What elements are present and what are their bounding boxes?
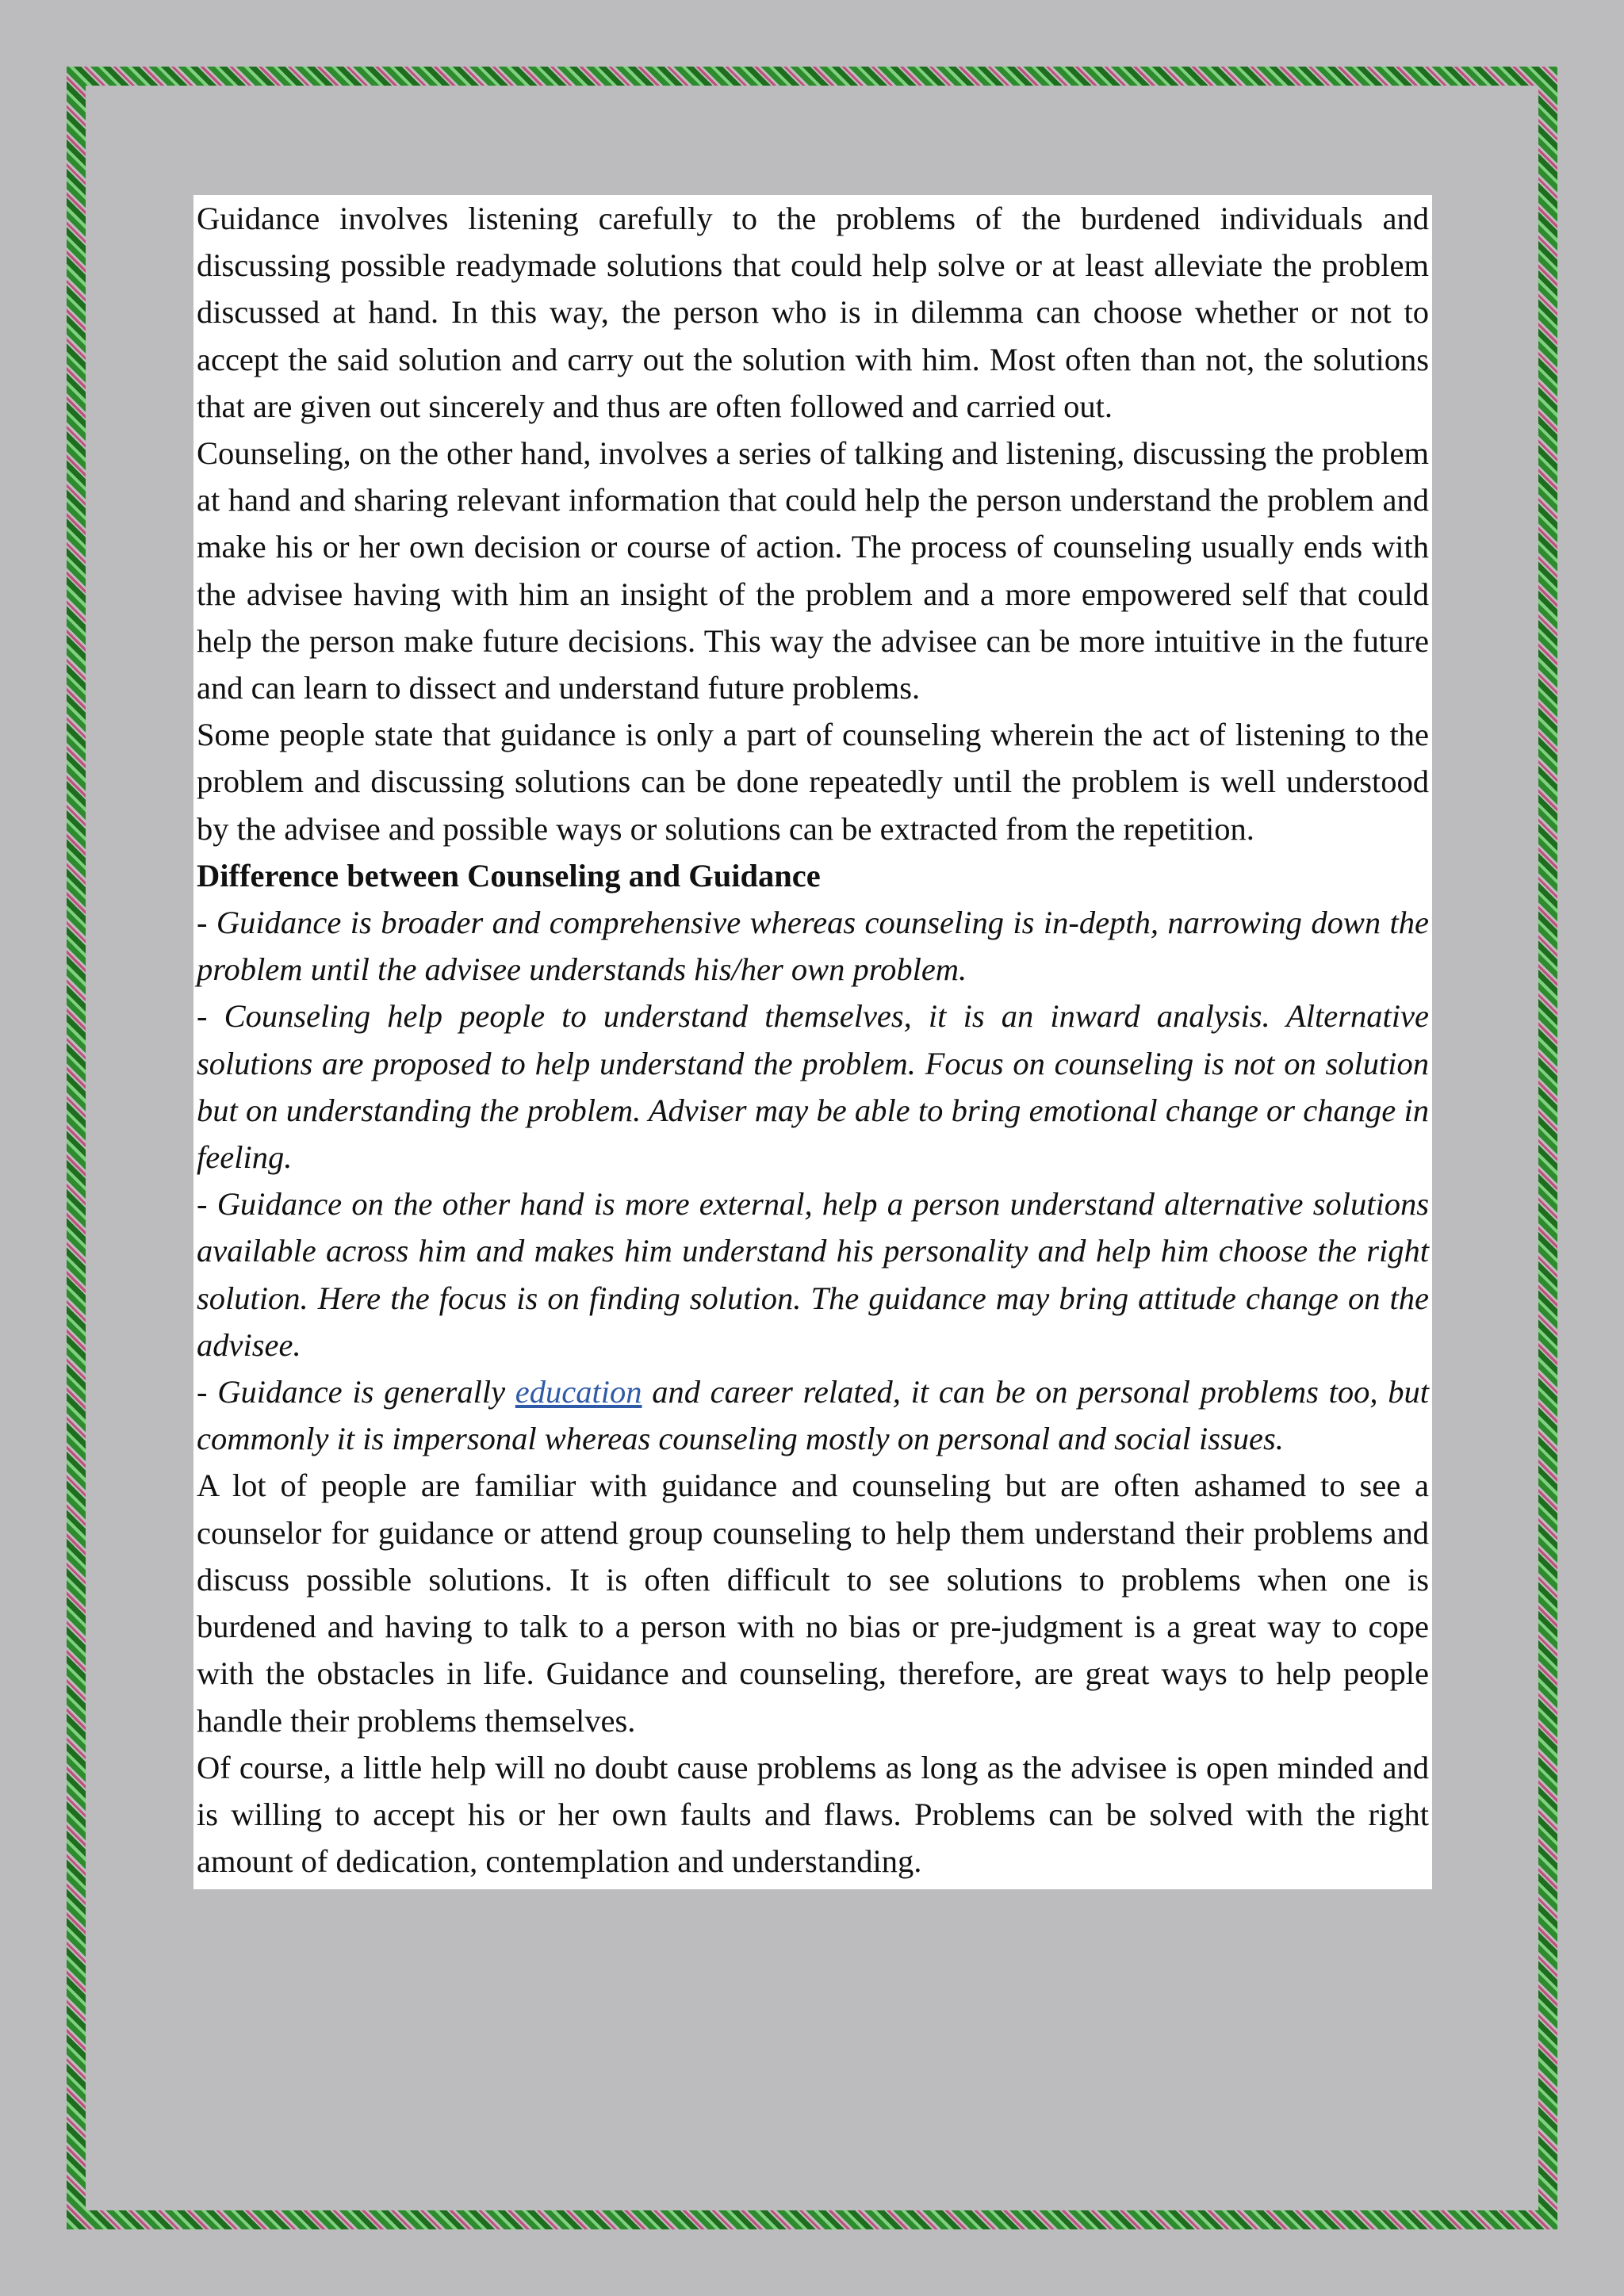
paragraph-guidance-part-of-counseling: Some people state that guidance is only a part of counseling wherein the act of listening to the problem and discussing solutions can be done repeatedly until the problem is well understood by the advisee and possible ways or solutions can be extracted from the repetition. — [197, 717, 1429, 847]
difference-item-4-end: and career related, it can be on personal problems too, but commonly it is impersonal whereas counseling mostly on personal and social issues. — [197, 1374, 1429, 1457]
section-heading: Difference between Counseling and Guidance — [197, 857, 821, 894]
difference-item-4 — [197, 1368, 1429, 1462]
difference-item-2: - Counseling help people to understand themselves, it is an inward analysis. Alternative solutions are proposed to help understand the problem. Focus on counseling is not on solution but on understanding the problem. Adviser may be able to bring emotional change or change in feeling. — [197, 998, 1429, 1176]
education-link[interactable]: education — [515, 1374, 642, 1410]
difference-item-4-start: - Guidance is generally — [197, 1374, 515, 1410]
difference-item-1: - Guidance is broader and comprehensive whereas counseling is in-depth, narrowing down the problem until the advisee understands his/her own problem. — [197, 905, 1429, 988]
difference-item-3: - Guidance on the other hand is more external, help a person understand alternative solutions available across him and makes him understand his personality and help him choose the right solution. Here the focus is on finding solution. The guidance may bring attitude change on the advisee. — [197, 1186, 1429, 1363]
paragraph-guidance-definition: Guidance involves listening carefully to the problems of the burdened individuals and discussing possible readymade solutions that could help solve or at least alleviate the problem discussed at hand. In this way, the person who is in dilemma can choose whether or not to accept the said solution and carry out the solution with him. Most often than not, the solutions that are given out sincerely and thus are often followed and carried out. — [197, 201, 1429, 424]
paragraph-familiarity: A lot of people are familiar with guidance and counseling but are often ashamed to see a counselor for guidance or attend group counseling to help them understand their problems and discuss possible solutions. It is often difficult to see solutions to problems when one is burdened and having to talk to a person with no bias or pre-judgment is a great way to cope with the obstacles in life. Guidance and counseling, therefore, are great ways to help people handle their problems themselves. — [197, 1468, 1429, 1739]
paragraph-conclusion: Of course, a little help will no doubt cause problems as long as the advisee is open minded and is willing to accept his or her own faults and flaws. Problems can be solved with the right amount of dedication, contemplation and understanding. — [197, 1749, 1429, 1880]
paragraph-counseling-definition: Counseling, on the other hand, involves a series of talking and listening, discussing the problem at hand and sharing relevant information that could help the person understand the problem and make his or her own decision or course of action. The process of counseling usually ends with the advisee having with him an insight of the problem and a more empowered self that could help the person make future decisions. This way the advisee can be more intuitive in the future and can learn to dissect and understand future problems. — [197, 435, 1429, 706]
document-body — [193, 195, 1432, 1889]
